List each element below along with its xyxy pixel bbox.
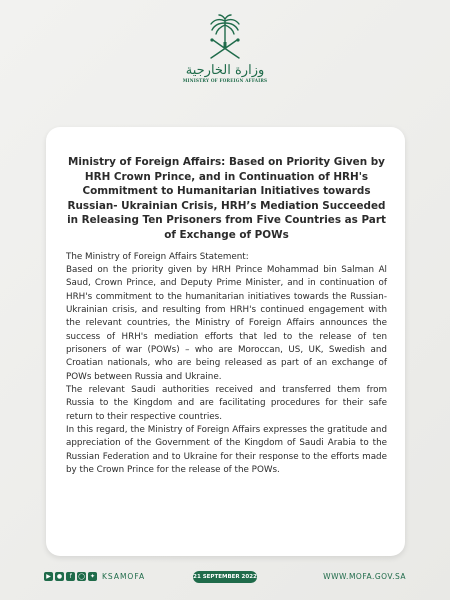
ministry-name-arabic: وزارة الخارجية	[185, 63, 265, 78]
date-badge: 21 SEPTEMBER 2022	[193, 571, 257, 583]
statement-paragraph: Based on the priority given by HRH Prince Mohammad bin Salman Al Saud, Crown Prince, and Deputy Prime Minister, and in continuation of HRH's commitment to the humanitarian initiatives towards the Russian-Ukrainian crisis, and resulting from HRH's continued engagement with the relevant countries, the Ministry of Foreign Affairs announces the success of HRH's mediation efforts that led to the release of ten prisoners of war (POWs) – who are Moroccan, US, UK, Swedish and Croatian nationals, who are being released as part of an exchange of POWs between Russia and Ukraine.	[66, 264, 387, 382]
twitter-icon[interactable]: ✦	[89, 573, 96, 580]
snapchat-icon[interactable]: ●	[56, 573, 63, 580]
social-handle[interactable]: KSAMOFA	[102, 572, 146, 581]
ministry-name-english: MINISTRY OF FOREIGN AFFAIRS	[182, 78, 268, 83]
social-links	[44, 572, 145, 581]
youtube-icon[interactable]: ▶	[44, 572, 53, 581]
statement-card	[46, 127, 405, 556]
statement-paragraph: In this regard, the Ministry of Foreign Affairs expresses the gratitude and appreciation of the Government of the Kingdom of Saudi Arabia to the Russian Federation and to Ukraine for their response to the efforts made by the Crown Prince for the release of the POWs.	[66, 425, 387, 476]
ministry-logo	[175, 14, 275, 96]
statement-title: Ministry of Foreign Affairs: Based on Priority Given by HRH Crown Prince, and in Continuation of HRH's Commitment to Humanitarian Initiatives towards Russian- Ukrainian Crisis, HRH’s Mediation Succeeded in Releasing Ten Prisoners from Five Countries as Part of Exchange of POWs	[67, 156, 386, 241]
website-link[interactable]: WWW.MOFA.GOV.SA	[323, 572, 406, 581]
palm-swords-emblem-icon	[203, 14, 247, 62]
statement-paragraph: The relevant Saudi authorities received and transferred them from Russia to the Kingdom and are facilitating procedures for their safe return to their respective countries.	[66, 385, 387, 422]
facebook-icon[interactable]: f	[66, 572, 75, 581]
footer-bar	[0, 568, 450, 588]
statement-paragraph: The Ministry of Foreign Affairs Statement:	[66, 251, 249, 262]
instagram-icon[interactable]: ◯	[78, 573, 85, 580]
statement-body	[66, 251, 387, 478]
